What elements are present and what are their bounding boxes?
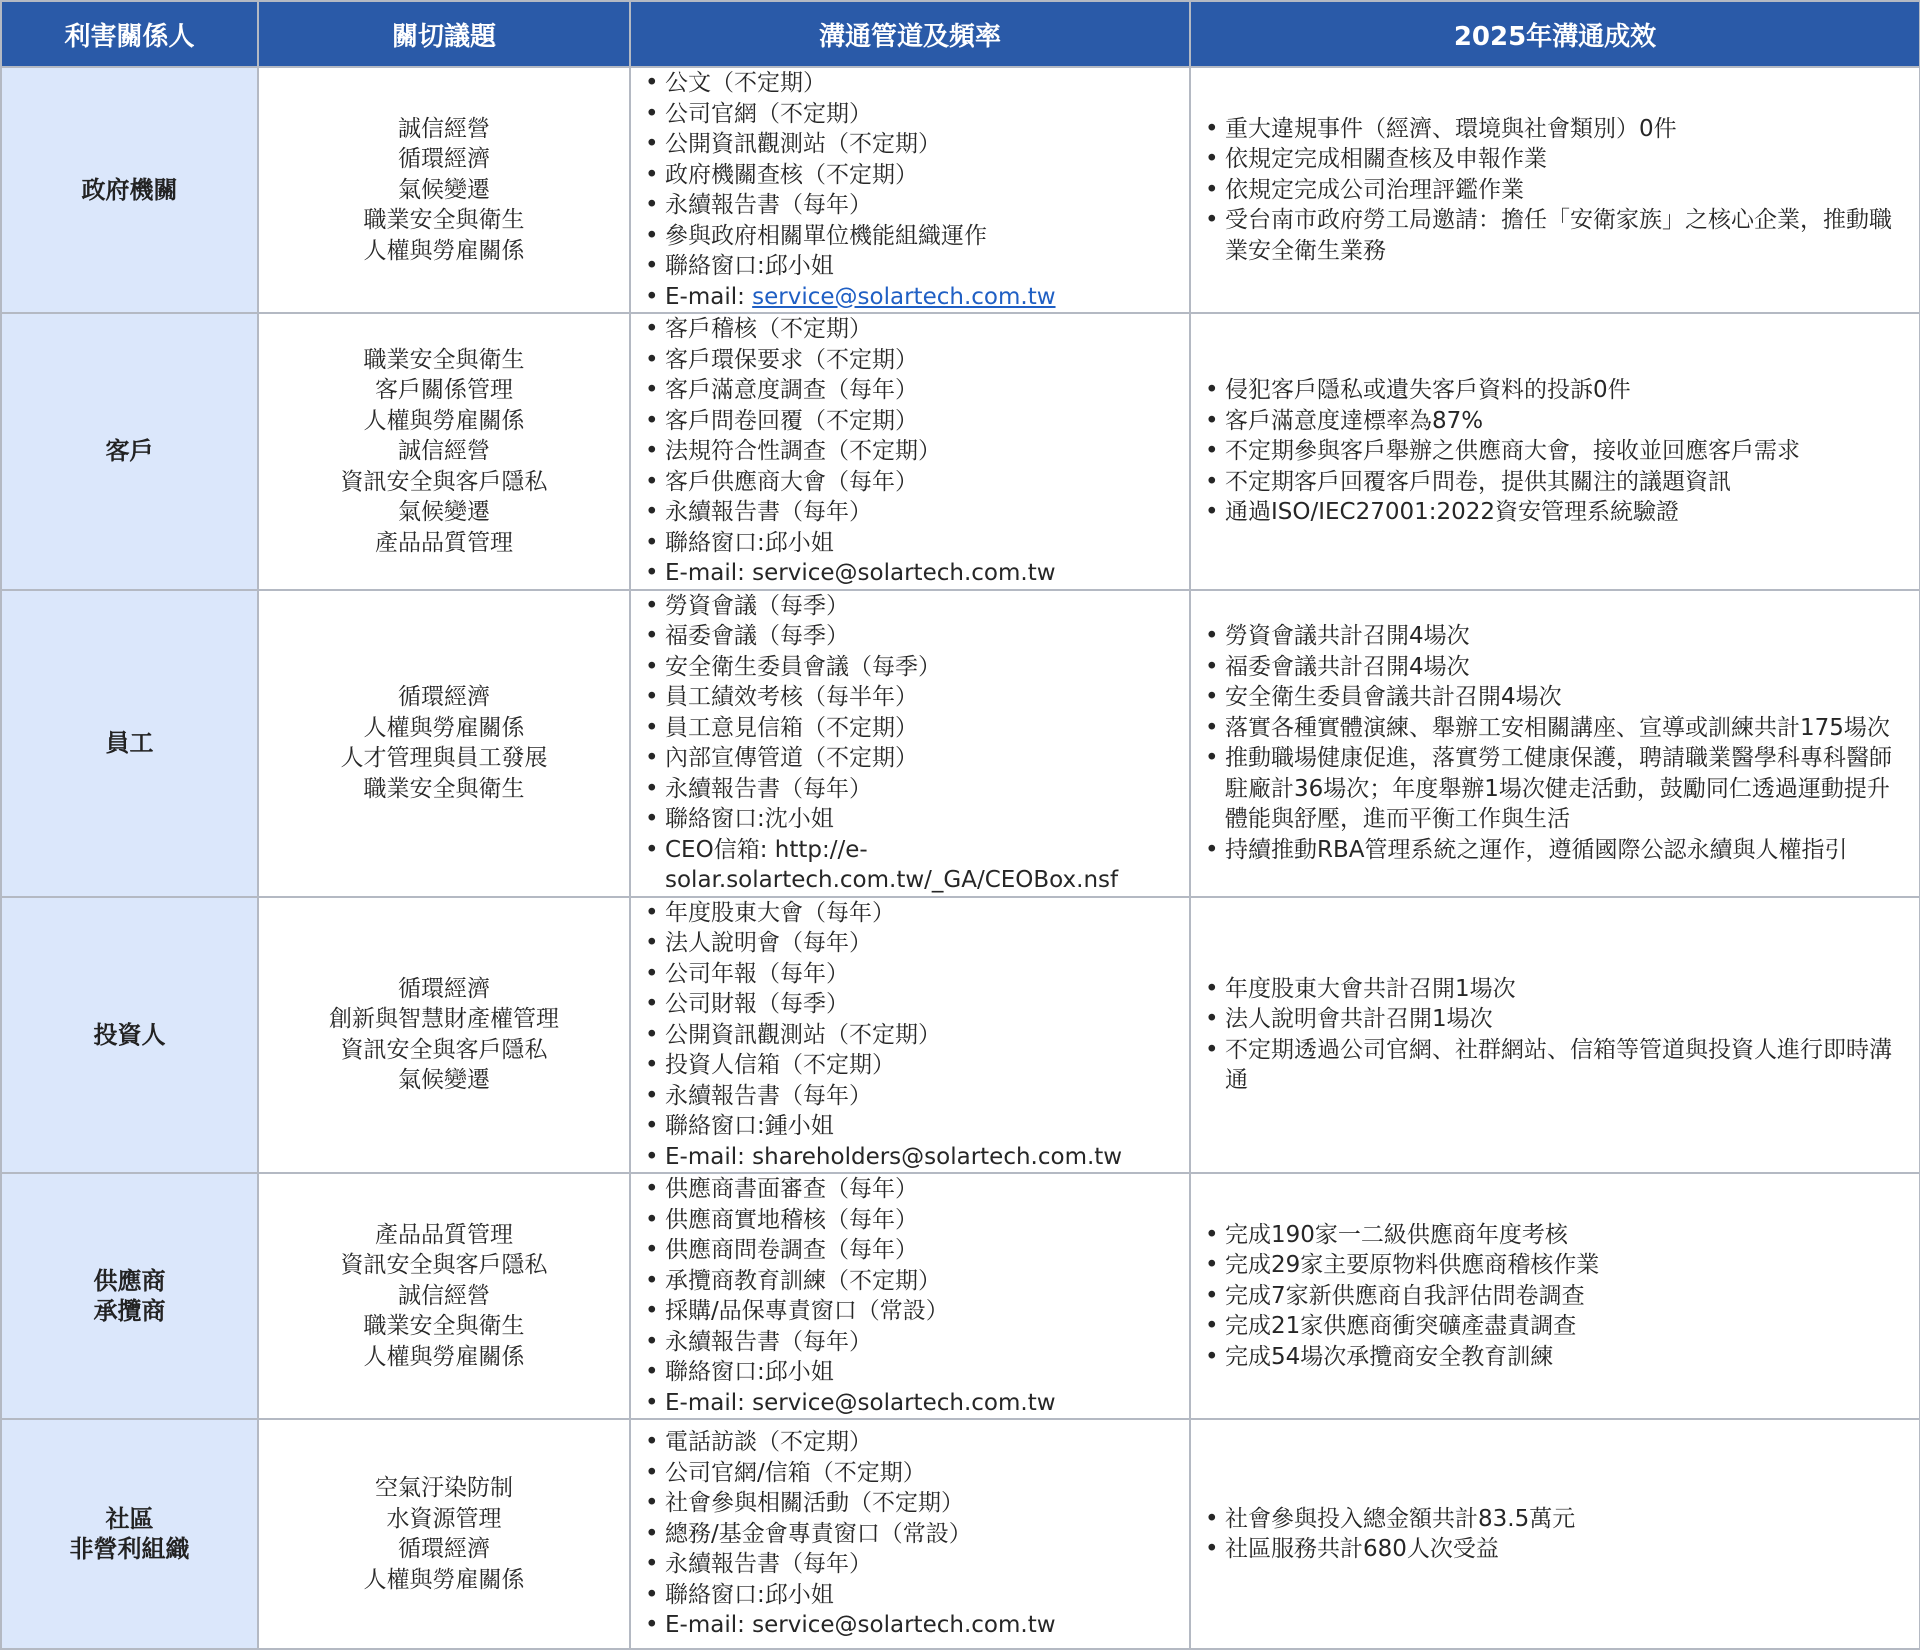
result-item: • 法人說明會共計召開1場次 xyxy=(1205,1004,1911,1035)
channel-item: • 年度股東大會（每年） xyxy=(645,898,1181,929)
channel-item: • 聯絡窗口:邱小姐 xyxy=(645,1580,1181,1611)
channel-item: • 客戶問卷回覆（不定期） xyxy=(645,406,1181,437)
issue-item: 氣候變遷 xyxy=(398,499,490,525)
stakeholder-cell xyxy=(1,897,258,1174)
channel-item: • 公司官網（不定期） xyxy=(645,99,1181,130)
result-item: • 安全衛生委員會議共計召開4場次 xyxy=(1205,682,1911,713)
header-stakeholder: 利害關係人 xyxy=(1,1,258,67)
channel-item: • 勞資會議（每季） xyxy=(645,591,1181,622)
channel-item: • 聯絡窗口:邱小姐 xyxy=(645,251,1181,282)
result-list xyxy=(1205,114,1911,267)
result-item: • 完成190家一二級供應商年度考核 xyxy=(1205,1220,1911,1251)
result-item: • 社會參與投入總金額共計83.5萬元 xyxy=(1205,1504,1911,1535)
channels-cell xyxy=(630,67,1190,313)
email-label: E-mail: xyxy=(665,283,753,310)
channel-item: • 客戶環保要求（不定期） xyxy=(645,345,1181,376)
channel-item: • 電話訪談（不定期） xyxy=(645,1427,1181,1458)
table-row-employees xyxy=(1,590,1920,897)
stakeholder-label: 投資人 xyxy=(93,1020,166,1049)
channel-item: • 法規符合性調查（不定期） xyxy=(645,436,1181,467)
table-row-government xyxy=(1,67,1920,313)
issue-item: 人權與勞雇關係 xyxy=(363,1566,525,1593)
channel-item: • E-mail: shareholders@solartech.com.tw xyxy=(645,1142,1181,1173)
result-item: • 不定期透過公司官網、社群網站、信箱等管道與投資人進行即時溝通 xyxy=(1205,1035,1911,1096)
issue-item: 資訊安全與客戶隱私 xyxy=(340,468,548,495)
result-item: • 年度股東大會共計召開1場次 xyxy=(1205,974,1911,1005)
stakeholder-label: 非營利組織 xyxy=(69,1535,190,1563)
results-cell xyxy=(1190,67,1920,313)
channel-item: • 員工意見信箱（不定期） xyxy=(645,713,1181,744)
stakeholder-label: 承攬商 xyxy=(93,1297,166,1325)
results-cell xyxy=(1190,1419,1920,1649)
results-cell xyxy=(1190,590,1920,897)
channel-item: • E-mail: service@solartech.com.tw xyxy=(645,558,1181,589)
result-list xyxy=(1205,1504,1911,1565)
issue-item: 客戶關係管理 xyxy=(375,377,513,403)
result-list xyxy=(1205,974,1911,1096)
issue-item: 空氣汙染防制 xyxy=(375,1475,513,1501)
issue-item: 產品品質管理 xyxy=(375,529,513,556)
stakeholder-label: 客戶 xyxy=(105,437,154,465)
issue-item: 氣候變遷 xyxy=(398,1067,490,1094)
table-row-suppliers xyxy=(1,1173,1920,1419)
channel-item: • 永續報告書（每年） xyxy=(645,1327,1181,1358)
channel-item: • 法人說明會（每年） xyxy=(645,928,1181,959)
issue-item: 職業安全與衛生 xyxy=(363,1313,525,1340)
channels-cell xyxy=(630,1173,1190,1419)
result-item: • 持續推動RBA管理系統之運作，遵循國際公認永續與人權指引 xyxy=(1205,835,1911,866)
stakeholder-cell xyxy=(1,590,258,897)
result-list xyxy=(1205,375,1911,528)
channel-item: • 公開資訊觀測站（不定期） xyxy=(645,1020,1181,1051)
header-row xyxy=(1,1,1920,67)
channel-item: • 投資人信箱（不定期） xyxy=(645,1050,1181,1081)
result-item: • 客戶滿意度達標率為87% xyxy=(1205,406,1911,437)
channel-item: • 客戶稽核（不定期） xyxy=(645,314,1181,345)
channel-item: • 永續報告書（每年） xyxy=(645,1081,1181,1112)
issue-item: 循環經濟 xyxy=(398,1536,490,1562)
channels-cell xyxy=(630,897,1190,1174)
stakeholder-label: 社區 xyxy=(105,1504,154,1533)
channels-cell xyxy=(630,313,1190,590)
issue-item: 循環經濟 xyxy=(398,684,490,710)
issue-item: 人才管理與員工發展 xyxy=(340,745,548,771)
channel-item: • 福委會議（每季） xyxy=(645,621,1181,652)
result-item: • 侵犯客戶隱私或遺失客戶資料的投訴0件 xyxy=(1205,375,1911,406)
issue-item: 職業安全與衛生 xyxy=(363,775,525,802)
header-channels: 溝通管道及頻率 xyxy=(630,1,1190,67)
email-link[interactable]: service@solartech.com.tw xyxy=(752,283,1056,310)
channel-item: • 採購/品保專責窗口（常設） xyxy=(645,1296,1181,1327)
issue-item: 創新與智慧財產權管理 xyxy=(329,1006,559,1033)
result-item: • 完成54場次承攬商安全教育訓練 xyxy=(1205,1342,1911,1373)
stakeholder-cell xyxy=(1,67,258,313)
channel-item: • 聯絡窗口:邱小姐 xyxy=(645,528,1181,559)
channel-item: • 永續報告書（每年） xyxy=(645,774,1181,805)
issues-cell xyxy=(258,1419,630,1649)
channel-item: • E-mail: service@solartech.com.tw xyxy=(645,1388,1181,1419)
channel-item: • 客戶供應商大會（每年） xyxy=(645,467,1181,498)
issue-item: 人權與勞雇關係 xyxy=(363,237,525,264)
result-item: • 社區服務共計680人次受益 xyxy=(1205,1534,1911,1565)
issue-item: 誠信經營 xyxy=(398,115,490,142)
stakeholder-cell xyxy=(1,313,258,590)
channel-item: • 供應商書面審查（每年） xyxy=(645,1174,1181,1205)
channel-item: • 公司官網/信箱（不定期） xyxy=(645,1458,1181,1489)
result-item: • 完成29家主要原物料供應商稽核作業 xyxy=(1205,1250,1911,1281)
issues-cell xyxy=(258,313,630,590)
channel-item: • 公開資訊觀測站（不定期） xyxy=(645,129,1181,160)
channel-item: • 聯絡窗口:鍾小姐 xyxy=(645,1111,1181,1142)
result-item: • 推動職場健康促進，落實勞工健康保護，聘請職業醫學科專科醫師駐廠計36場次；年度舉辦1場次健走活動，鼓勵同仁透過運動提升體能與舒壓，進而平衡工作與生活 xyxy=(1205,743,1911,835)
result-item: • 通過ISO/IEC27001:2022資安管理系統驗證 xyxy=(1205,497,1911,528)
results-cell xyxy=(1190,897,1920,1174)
channel-item: • 社會參與相關活動（不定期） xyxy=(645,1488,1181,1519)
result-item: • 完成7家新供應商自我評估問卷調查 xyxy=(1205,1281,1911,1312)
stakeholder-label: 員工 xyxy=(105,728,154,757)
results-cell xyxy=(1190,1173,1920,1419)
table-row-investors xyxy=(1,897,1920,1174)
table-row-community xyxy=(1,1419,1920,1649)
channel-item: • E-mail: service@solartech.com.tw xyxy=(645,1610,1181,1641)
channel-item: • 供應商實地稽核（每年） xyxy=(645,1205,1181,1236)
channel-item: • 承攬商教育訓練（不定期） xyxy=(645,1266,1181,1297)
channel-item: • 總務/基金會專責窗口（常設） xyxy=(645,1519,1181,1550)
result-item: • 完成21家供應商衝突礦產盡責調查 xyxy=(1205,1311,1911,1342)
channel-item: • 參與政府相關單位機能組織運作 xyxy=(645,221,1181,252)
result-item: • 不定期客戶回覆客戶問卷，提供其關注的議題資訊 xyxy=(1205,467,1911,498)
header-issues: 關切議題 xyxy=(258,1,630,67)
issue-item: 人權與勞雇關係 xyxy=(363,1343,525,1370)
result-list xyxy=(1205,1220,1911,1373)
issue-item: 職業安全與衛生 xyxy=(363,346,525,373)
issue-item: 人權與勞雇關係 xyxy=(363,714,525,741)
channel-list xyxy=(645,898,1181,1173)
channel-item: • 永續報告書（每年） xyxy=(645,190,1181,221)
header-results: 2025年溝通成效 xyxy=(1190,1,1920,67)
channel-list xyxy=(645,314,1181,589)
channel-item: • 公司年報（每年） xyxy=(645,959,1181,990)
result-item: • 勞資會議共計召開4場次 xyxy=(1205,621,1911,652)
result-list xyxy=(1205,621,1911,865)
channel-item: • 公司財報（每季） xyxy=(645,989,1181,1020)
issue-item: 資訊安全與客戶隱私 xyxy=(340,1252,548,1279)
channel-list xyxy=(645,591,1181,896)
stakeholder-cell xyxy=(1,1419,258,1649)
channel-item: • 聯絡窗口:邱小姐 xyxy=(645,1357,1181,1388)
channel-list xyxy=(645,68,1181,312)
result-item: • 重大違規事件（經濟、環境與社會類別）0件 xyxy=(1205,114,1911,145)
issue-item: 氣候變遷 xyxy=(398,176,490,203)
issue-item: 水資源管理 xyxy=(386,1505,502,1532)
channel-item: • 供應商問卷調查（每年） xyxy=(645,1235,1181,1266)
channel-item: • 政府機關查核（不定期） xyxy=(645,160,1181,191)
issue-item: 誠信經營 xyxy=(398,1282,490,1309)
result-item: • 福委會議共計召開4場次 xyxy=(1205,652,1911,683)
channel-item: • 永續報告書（每年） xyxy=(645,497,1181,528)
result-item: • 依規定完成相關查核及申報作業 xyxy=(1205,144,1911,175)
issue-item: 職業安全與衛生 xyxy=(363,207,525,234)
stakeholder-label: 供應商 xyxy=(93,1266,166,1295)
result-item: • 受台南市政府勞工局邀請：擔任「安衛家族」之核心企業，推動職業安全衛生業務 xyxy=(1205,205,1911,266)
channels-cell xyxy=(630,590,1190,897)
issue-item: 誠信經營 xyxy=(398,438,490,464)
channel-list xyxy=(645,1174,1181,1418)
channel-item: • 客戶滿意度調查（每年） xyxy=(645,375,1181,406)
issue-item: 循環經濟 xyxy=(398,146,490,173)
stakeholder-label: 政府機關 xyxy=(81,175,178,204)
table-row-customers xyxy=(1,313,1920,590)
issue-item: 產品品質管理 xyxy=(375,1221,513,1248)
issue-item: 循環經濟 xyxy=(398,975,490,1002)
stakeholder-cell xyxy=(1,1173,258,1419)
issue-item: 人權與勞雇關係 xyxy=(363,407,525,434)
channel-item: • 聯絡窗口:沈小姐 xyxy=(645,804,1181,835)
result-item: • 不定期參與客戶舉辦之供應商大會，接收並回應客戶需求 xyxy=(1205,436,1911,467)
issues-cell xyxy=(258,1173,630,1419)
channel-item: • 公文（不定期） xyxy=(645,68,1181,99)
result-item: • 依規定完成公司治理評鑑作業 xyxy=(1205,175,1911,206)
result-item: • 落實各種實體演練、舉辦工安相關講座、宣導或訓練共計175場次 xyxy=(1205,713,1911,744)
channel-item: • 安全衛生委員會議（每季） xyxy=(645,652,1181,683)
issue-item: 資訊安全與客戶隱私 xyxy=(340,1036,548,1063)
channel-list xyxy=(645,1427,1181,1641)
issues-cell xyxy=(258,897,630,1174)
channel-item: • 員工績效考核（每半年） xyxy=(645,682,1181,713)
channel-item: • 內部宣傳管道（不定期） xyxy=(645,743,1181,774)
issues-cell xyxy=(258,590,630,897)
issues-cell xyxy=(258,67,630,313)
channel-item-email xyxy=(645,282,1181,313)
channels-cell xyxy=(630,1419,1190,1649)
channel-item: • CEO信箱: http://e-solar.solartech.com.tw/_GA/CEOBox.nsf xyxy=(645,835,1181,896)
channel-item: • 永續報告書（每年） xyxy=(645,1549,1181,1580)
results-cell xyxy=(1190,313,1920,590)
